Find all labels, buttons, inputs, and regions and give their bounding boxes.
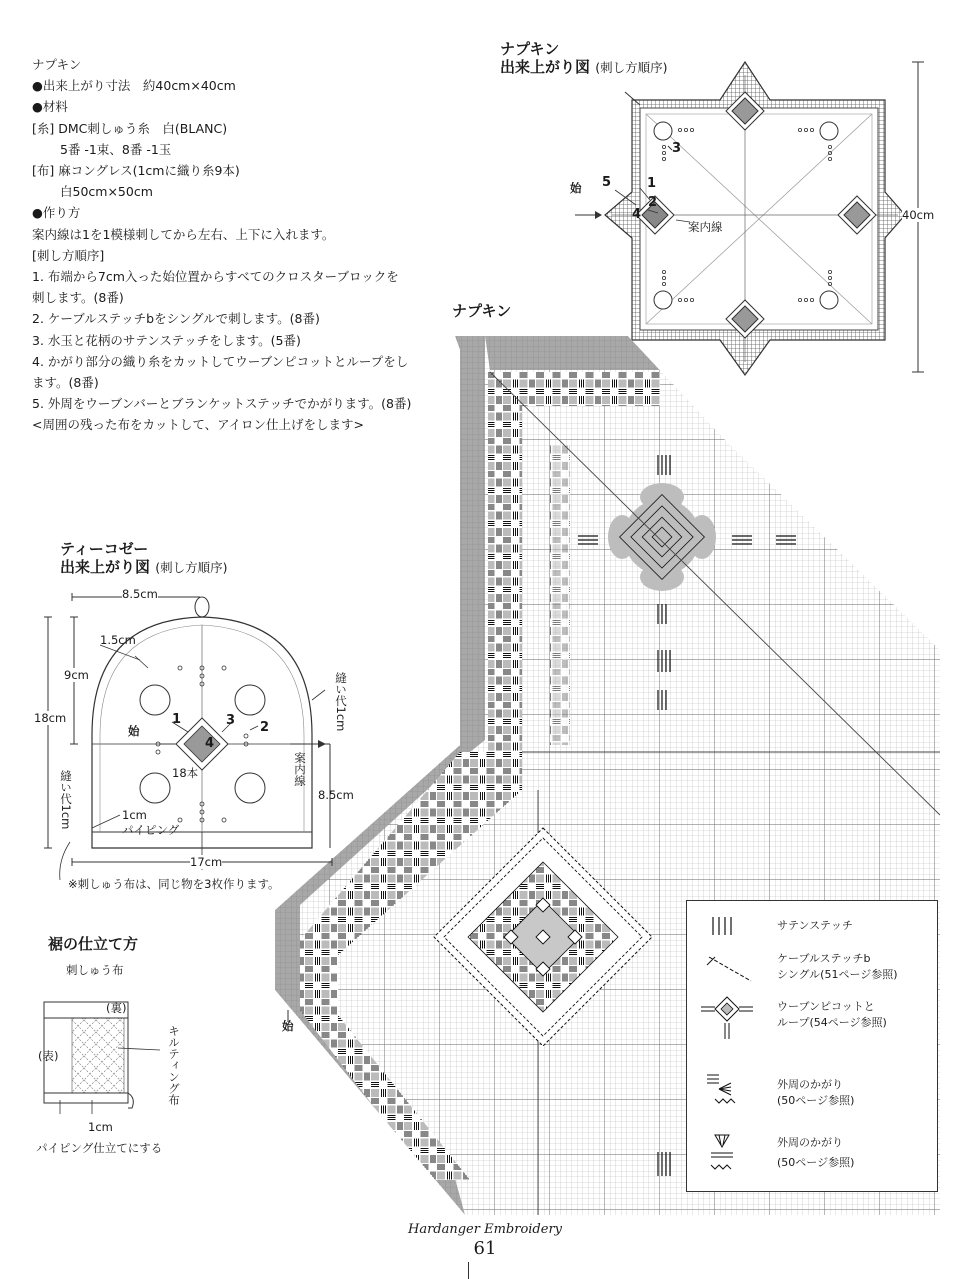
edge-stitch-icon (707, 1133, 747, 1177)
thread-detail: 5番 -1束、8番 -1玉 (60, 141, 172, 157)
cozy-piping-w: 1cm (122, 808, 147, 822)
napkin-diagram-title-sub: (刺し方順序) (595, 60, 668, 75)
cozy-radius: 1.5cm (100, 633, 136, 647)
napkin-num-1: 1 (647, 176, 657, 191)
step-4b: ます。(8番) (32, 375, 99, 391)
cozy-seam-left: 縫い代1cm (59, 770, 73, 830)
method-text: 案内線は1を1模様刺してから左右、上下に入れます。 (32, 226, 335, 242)
cloth-line: [布] 麻コングレス(1cmに織り糸9本) (32, 163, 240, 179)
woven-picot-icon (697, 993, 757, 1043)
napkin-start: 始 (570, 181, 582, 195)
hem-piping: パイピング仕立てにする (36, 1141, 163, 1155)
edge-stitch-icon (701, 1071, 751, 1111)
chart-kloster-band-vertical (488, 372, 522, 752)
hem-title: 裾の仕立て方 (48, 935, 139, 953)
cozy-num-2: 2 (260, 720, 270, 735)
cable-stitch-icon (705, 953, 755, 983)
cloth-detail: 白50cm×50cm (60, 184, 153, 200)
page-number: 61 (473, 1238, 497, 1259)
hem-back: (裏) (106, 1001, 127, 1015)
hem-size: 1cm (88, 1120, 113, 1134)
napkin-guide-label: 案内線 (688, 220, 723, 234)
step-4a: 4. かがり部分の織り糸をカットしてウーブンピコットとループをし (32, 353, 409, 369)
step-1b: 刺します。(8番) (32, 290, 124, 306)
step-3: 3. 水玉と花柄のサテンステッチをします。(5番) (32, 332, 301, 348)
tea-cozy-title (60, 540, 228, 577)
cozy-width: 17cm (190, 855, 223, 869)
materials-head: ●材料 (32, 99, 68, 115)
tea-cozy-diagram (30, 585, 360, 880)
cozy-piping: パイピング (122, 823, 180, 837)
step-2: 2. ケーブルステッチbをシングルで刺します。(8番) (32, 311, 320, 327)
tea-cozy-title-sub: (刺し方順序) (155, 560, 228, 575)
instructions-title: ナプキン (32, 57, 82, 72)
napkin-num-2: 2 (648, 195, 658, 210)
napkin-num-3: 3 (672, 141, 682, 156)
footer-title: Hardanger Embroidery (407, 1222, 563, 1237)
order-head: [刺し方順序] (32, 247, 105, 263)
chart-start: 始 (282, 1019, 294, 1033)
chart-title: ナプキン (452, 302, 512, 320)
footer-rule (468, 1262, 469, 1279)
napkin-num-4: 4 (632, 207, 642, 222)
cozy-w-top: 8.5cm (122, 587, 158, 601)
cozy-threads: 18本 (172, 766, 199, 780)
satin-stitch-icon (709, 915, 739, 937)
step-1a: 1. 布端から7cm入った始位置からすべてのクロスターブロックを (32, 269, 399, 285)
size-line: ●出来上がり寸法 約40cm×40cm (32, 78, 236, 94)
hem-quilting: キルティング布 (167, 1025, 181, 1106)
cozy-h18: 18cm (34, 711, 67, 725)
hem-front: (表) (38, 1049, 59, 1063)
chart-kloster-band-top (488, 372, 660, 406)
cozy-num-4: 4 (205, 736, 215, 751)
method-head: ●作り方 (32, 205, 81, 221)
cozy-start: 始 (128, 724, 140, 738)
cozy-h9: 9cm (64, 668, 89, 682)
cozy-guide: 案内線 (293, 752, 307, 787)
stitch-legend: サテンステッチ ケーブルステッチb シングル(51ページ参照) ウーブンピコットと ループ(54ページ参照) 外周のかがり (50ページ参照) 外周のかがり (50ページ参照) (686, 900, 938, 1192)
cozy-w-right: 8.5cm (318, 788, 354, 802)
cozy-num-1: 1 (172, 712, 182, 727)
tea-cozy-title-2: 出来上がり図 (刺し方順序) (60, 558, 228, 576)
cozy-note: ※刺しゅう布は、同じ物を3枚作ります。 (68, 877, 280, 891)
hem-embroidery-cloth: 刺しゅう布 (66, 963, 124, 977)
napkin-num-5: 5 (602, 175, 612, 190)
napkin-diagram-title-1: ナプキン (500, 40, 560, 58)
tea-cozy-title-1: ティーコゼー (60, 540, 149, 558)
cozy-num-3: 3 (226, 713, 236, 728)
napkin-diagram-title-2: 出来上がり図 (刺し方順序) (500, 58, 668, 76)
step-5: 5. 外周をウーブンバーとブランケットステッチでかがります。(8番) (32, 396, 412, 412)
thread-line: [糸] DMC刺しゅう糸 白(BLANC) (32, 120, 228, 136)
cozy-seam-right: 縫い代1cm (334, 672, 348, 732)
napkin-size-label: 40cm (902, 208, 935, 222)
finish-note: <周囲の残った布をカットして、アイロン仕上げをします> (32, 417, 364, 433)
